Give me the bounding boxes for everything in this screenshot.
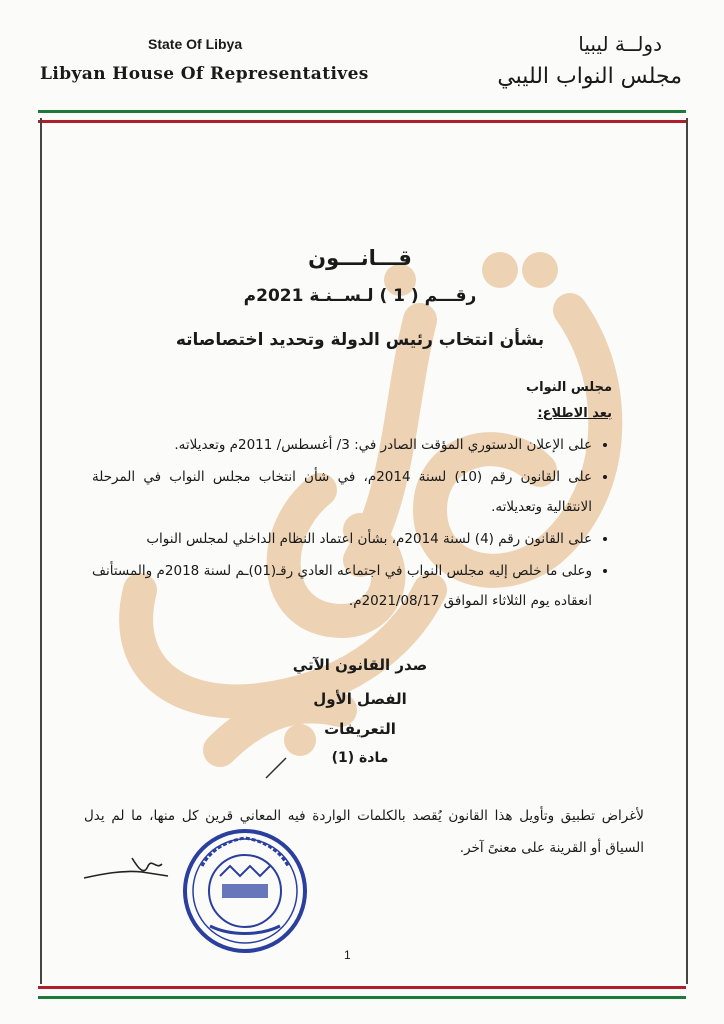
article-text: لأغراض تطبيق وتأويل هذا القانون يُقصد بالكلمات الواردة فيه المعاني قرين كل منها، ما لم يدل السياق أو القرينة على معنىً آخر. [84,808,644,856]
clause-item: • على القانون رقم (10) لسنة 2014م، في شأن انتخاب مجلس النواب في المرحلة الانتقالية وتعديلاته. [92,462,592,522]
preamble-clauses [92,430,614,618]
preamble-after-review: بعد الاطلاع: [537,406,612,421]
signature-icon [82,848,172,888]
law-number: رقـــم ( 1 ) لـســنـة 2021م [243,286,477,306]
clause-item: • على الإعلان الدستوري المؤقت الصادر في: 3/ أغسطس/ 2011م وتعديلاته. [92,430,592,460]
pen-mark-icon [262,752,292,782]
chapter-heading: الفصل الأول [313,690,407,708]
header-state-en: State Of Libya [148,36,243,52]
bottom-border-stripe [38,986,686,999]
promulgation-heading: صدر القانون الآتي [292,656,428,674]
definitions-heading: التعريفات [324,720,396,738]
official-seal-icon [180,826,310,956]
law-title: قـــانـــون [308,246,412,270]
clause-item: • على القانون رقم (4) لسنة 2014م، بشأن اعتماد النظام الداخلي لمجلس النواب [92,524,592,554]
page-number: 1 [344,948,351,962]
article-heading: مادة (1) [331,750,389,766]
header-house-ar: مجلس النواب الليبي [497,64,682,89]
clause-item: • وعلى ما خلص إليه مجلس النواب في اجتماعه العادي رقـ(01)ـم لسنة 2018م والمستأنف انعقاده يوم الثلاثاء الموافق 2021/08/17م. [92,556,592,616]
law-subject: بشأن انتخاب رئيس الدولة وتحديد اختصاصاته [175,330,545,350]
header-house-en: Libyan House Of Representatives [40,64,369,84]
header-state-ar: دولــة ليبيا [578,32,662,56]
preamble-issuer: مجلس النواب [526,380,612,395]
